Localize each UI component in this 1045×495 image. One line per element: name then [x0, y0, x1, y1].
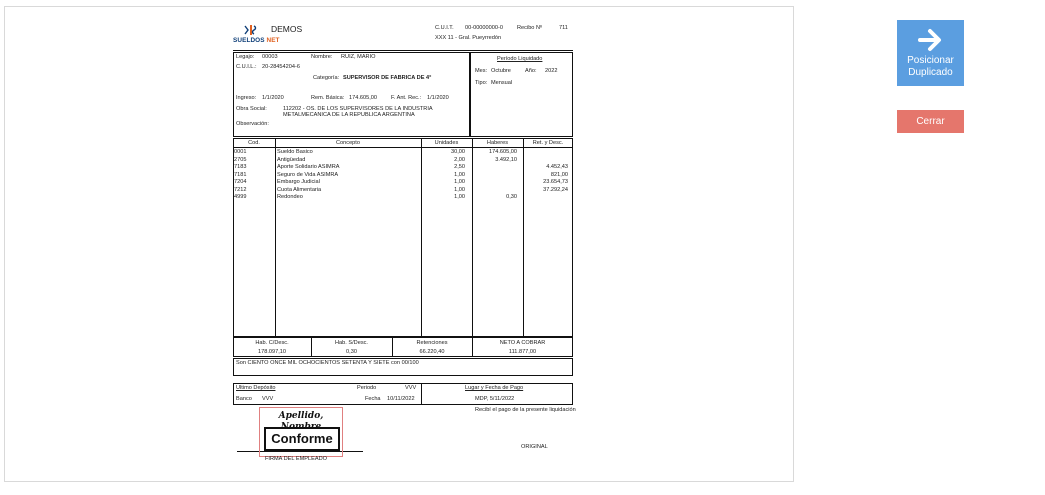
categoria-label: Categoría: — [313, 75, 340, 81]
neto-value: 111.877,00 — [508, 349, 537, 355]
document-viewer — [4, 6, 794, 482]
periodo-deposito-value: VVV — [405, 385, 417, 391]
banco-value: VVV — [262, 396, 274, 402]
header-divider — [233, 50, 573, 51]
observacion-label: Observación: — [236, 121, 269, 127]
fecha-deposito-label: Fecha — [365, 396, 381, 402]
fecha-deposito-value: 10/11/2022 — [387, 396, 415, 402]
cuil-value: 20-28454204-6 — [262, 64, 300, 70]
cerrar-button[interactable]: Cerrar — [897, 110, 964, 133]
mes-label: Mes: — [475, 68, 488, 74]
ultimo-deposito-label: Ultimo Depósito — [236, 385, 276, 391]
recibo-value: 711 — [559, 25, 568, 31]
retenciones-label: Retenciones — [416, 340, 448, 346]
posicionar-label: Posicionar — [907, 54, 954, 66]
pay-receipt — [229, 15, 576, 462]
ingreso-label: Ingreso: — [236, 95, 257, 101]
signature-stamp — [259, 407, 343, 457]
logo-text: SUELDOS NET — [233, 37, 280, 44]
legajo-value: 00003 — [262, 54, 278, 60]
table-row: 0001 Sueldo Basico 30,00 174.605,00 — [234, 149, 517, 155]
mes-value: Octubre — [491, 68, 511, 74]
periodo-title: Período Liquidado — [497, 56, 543, 62]
col-header-haberes: Haberes — [486, 140, 509, 146]
arrow-right-icon — [918, 28, 944, 52]
legajo-label: Legajo: — [236, 54, 255, 60]
recibo-label: Recibo Nº — [517, 25, 543, 31]
col-header-concepto: Concepto — [336, 140, 360, 146]
obra-social-value-1: 112202 - OS. DE LOS SUPERVISORES DE LA INDUSTRIA — [283, 106, 433, 112]
cuit-label: C.U.I.T. — [435, 25, 454, 31]
ingreso-value: 1/1/2020 — [262, 95, 284, 101]
duplicado-label: Duplicado — [908, 66, 953, 78]
recibi-text: Recibí el pago de la presente liquidación — [475, 407, 576, 413]
rem-basica-value: 174.605,00 — [349, 95, 377, 101]
anio-label: Año: — [525, 68, 537, 74]
categoria-value: SUPERVISOR DE FABRICA DE 4° — [343, 75, 432, 81]
conforme-stamp: Conforme — [264, 427, 340, 451]
fant-value: 1/1/2020 — [427, 95, 449, 101]
nombre-label: Nombre: — [311, 54, 333, 60]
col-header-cod: Cod. — [248, 140, 260, 146]
banco-label: Banco — [236, 396, 252, 402]
table-row: 7212 Cuota Alimentaria 1,00 37.292,24 — [234, 186, 568, 193]
table-row: 7204 Embargo Judicial 1,00 23.654,73 — [234, 179, 568, 185]
rem-basica-label: Rem. Básica: — [311, 95, 345, 101]
posicionar-duplicado-button[interactable] — [897, 20, 964, 86]
lugar-fecha-value: MDP, 5/11/2022 — [475, 396, 515, 402]
table-header-divider — [233, 147, 573, 148]
hab-cdesc-value: 178.097,10 — [258, 349, 286, 355]
lugar-fecha-label: Lugar y Fecha de Pago — [465, 385, 524, 391]
hab-sdesc-label: Hab. S/Desc. — [335, 340, 368, 346]
cuit-value: 00-00000000-0 — [465, 25, 503, 31]
periodo-deposito-label: Periodo — [357, 385, 377, 391]
son-text: Son CIENTO ONCE MIL OCHOCIENTOS SETENTA Y SIETE con 00/100 — [236, 360, 419, 366]
firma-empleado-label: FIRMA DEL EMPLEADO — [265, 456, 327, 462]
cuil-label: C.U.I.L.: — [236, 64, 257, 70]
hab-cdesc-label: Hab. C/Desc. — [255, 340, 289, 346]
deposito-divider — [421, 383, 422, 405]
neto-label: NETO A COBRAR — [499, 340, 546, 346]
obra-social-value-2: METALMECANICA DE LA REPUBLICA ARGENTINA — [283, 112, 415, 118]
sueldosnet-logo-icon — [243, 24, 257, 36]
hab-sdesc-value: 0,30 — [346, 349, 357, 355]
company-address: XXX 11 - Gral. Pueyrredón — [435, 35, 502, 41]
table-row: 2705 Antigüedad 2,00 3.492,10 — [234, 156, 517, 163]
tipo-label: Tipo: — [475, 80, 488, 86]
original-label: ORIGINAL — [521, 444, 548, 450]
retenciones-value: 66.220,40 — [419, 349, 445, 355]
fant-label: F. Ant. Rec.: — [391, 95, 422, 101]
periodo-box — [470, 52, 573, 137]
col-header-ret: Ret. y Desc. — [532, 140, 564, 146]
nombre-value: RUIZ, MARIO — [341, 54, 376, 60]
table-row: 7183 Aporte Solidario ASIMRA 2,50 4.452,43 — [234, 164, 568, 170]
table-row: 4999 Redondeo 1,00 0,30 — [234, 194, 517, 200]
company-name: DEMOS — [271, 24, 303, 34]
anio-value: 2022 — [545, 68, 558, 74]
tipo-value: Mensual — [491, 80, 513, 86]
obra-social-label: Obra Social: — [236, 106, 267, 112]
table-row: 7181 Seguro de Vida ASIMRA 1,00 821,00 — [234, 171, 568, 178]
signature-name: Apellido, Nombre — [278, 411, 324, 432]
col-header-unidades: Unidades — [434, 140, 459, 146]
